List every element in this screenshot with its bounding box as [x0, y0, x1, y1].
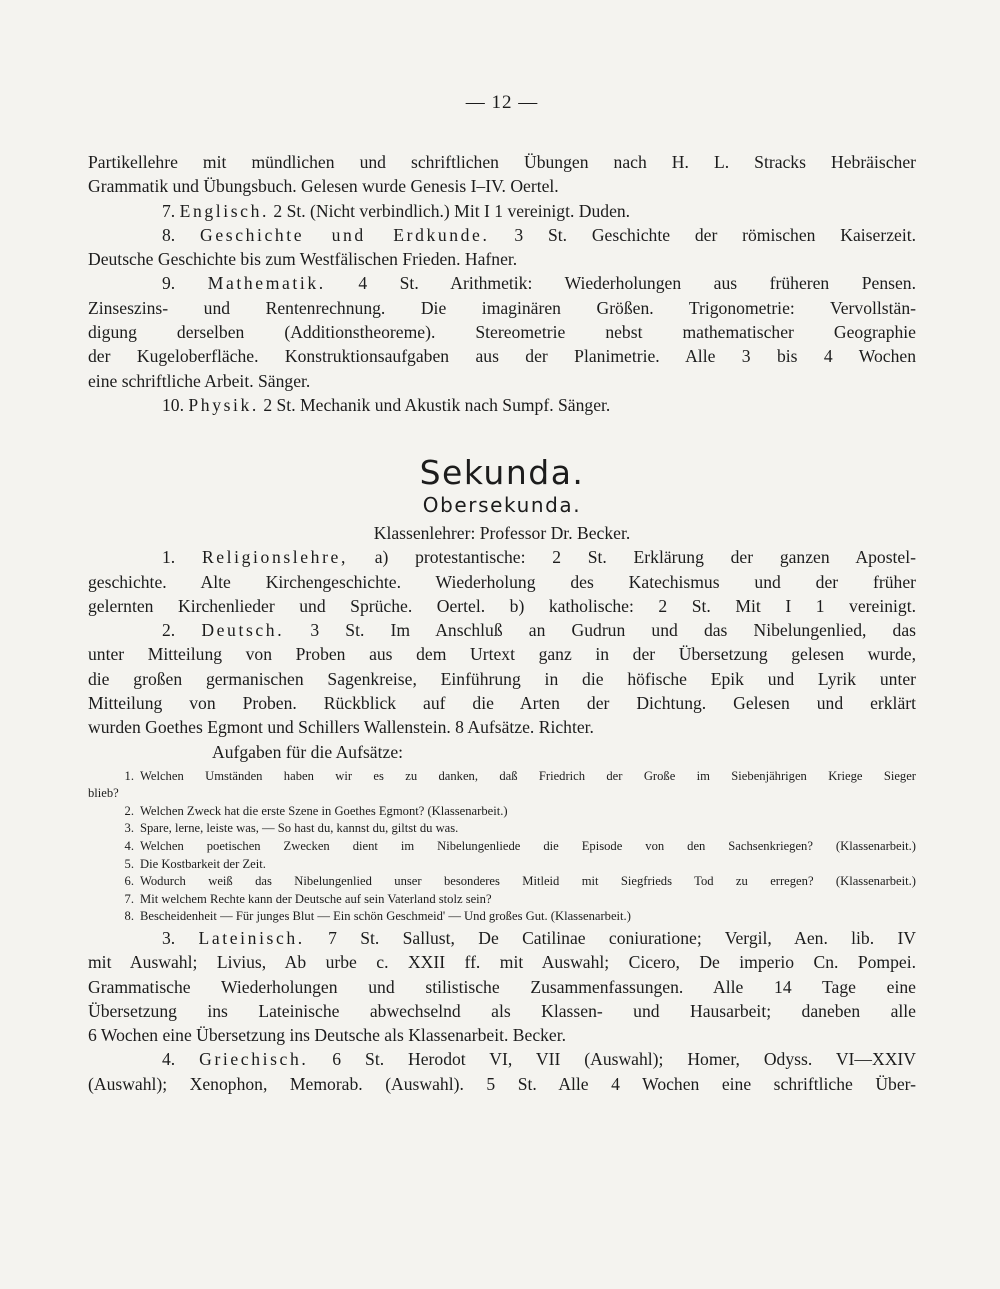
text-line: Grammatik und Übungsbuch. Gelesen wurde Genesis I–IV. Oertel. — [88, 176, 559, 197]
subject-religionslehre — [88, 545, 916, 618]
subject-name: Englisch. — [179, 200, 269, 221]
essay-topic-list — [88, 768, 916, 926]
list-item — [88, 803, 916, 821]
text-line — [88, 618, 916, 642]
item-number: 3. — [162, 927, 176, 948]
item-text: 3 St. Im Anschluß an Gudrun und das Nibelungenlied, das — [310, 620, 916, 641]
text-line: Grammatische Wiederholungen und stilistische Zusammenfassungen. Alle 14 Tage eine — [88, 976, 916, 997]
list-item — [88, 820, 916, 838]
item-text: a) protestantische: 2 St. Erklärung der ganzen Apostel- — [374, 547, 916, 568]
text-line: Deutsche Geschichte bis zum Westfälischen Frieden. Hafner. — [88, 249, 518, 270]
subject-name: Religionslehre, — [201, 547, 348, 568]
item-number: 4. — [162, 1049, 176, 1070]
text-line: geschichte. Alte Kirchengeschichte. Wiederholung des Katechismus und der früher — [88, 571, 916, 592]
subject-name: Geschichte und Erdkunde. — [200, 224, 490, 245]
item-number: 8. — [162, 224, 176, 245]
list-item — [88, 873, 916, 891]
topic-text: Spare, lerne, leiste was, — So hast du, kannst du, giltst du was. — [140, 821, 459, 836]
topic-text: Welchen Umständen haben wir es zu danken, daß Friedrich der Große im Siebenjährigen Kriege Sieger — [140, 768, 916, 783]
text-line — [88, 393, 916, 417]
list-item — [88, 768, 916, 786]
topic-number: 5. — [124, 856, 134, 871]
topic-text: Wodurch weiß das Nibelungenlied unser besonderes Mitleid mit Siegfrieds Tod zu erregen? (Klassenarbeit.) — [140, 874, 916, 889]
subject-mathematik — [88, 271, 916, 392]
subject-name: Deutsch. — [201, 620, 285, 641]
text-line: die großen germanischen Sagenkreise, Einführung in die höfische Epik und Lyrik unter — [88, 668, 916, 689]
item-text: 4 St. Arithmetik: Wiederholungen aus früheren Pensen. — [358, 273, 917, 294]
subject-deutsch — [88, 618, 916, 739]
subject-physik — [88, 393, 916, 417]
topic-text: Mit welchem Rechte kann der Deutsche auf sein Vaterland stolz sein? — [140, 891, 492, 906]
subject-griechisch — [88, 1047, 916, 1096]
document-page — [88, 92, 916, 1096]
item-text: 2 St. Mechanik und Akustik nach Sumpf. Sänger. — [263, 394, 611, 415]
item-number: 7. — [162, 200, 176, 221]
topic-number: 1. — [124, 768, 134, 783]
text-line: wurden Goethes Egmont und Schillers Wallenstein. 8 Aufsätze. Richter. — [88, 717, 594, 738]
item-text: 2 St. (Nicht verbindlich.) Mit I 1 vereinigt. Duden. — [273, 200, 631, 221]
page-number: — 12 — — [465, 92, 539, 113]
topic-text: Welchen Zweck hat die erste Szene in Goethes Egmont? (Klassenarbeit.) — [140, 803, 508, 818]
list-item — [88, 838, 916, 856]
text-line: Zinseszins- und Rentenrechnung. Die imaginären Größen. Trigonometrie: Vervollstän- — [88, 297, 916, 318]
subject-englisch — [88, 199, 916, 223]
text-line: Partikellehre mit mündlichen und schriftlichen Übungen nach H. L. Stracks Hebräischer — [88, 152, 916, 172]
subject-name: Griechisch. — [199, 1049, 309, 1070]
subject-geschichte — [88, 223, 916, 272]
topic-number: 3. — [124, 821, 134, 836]
topic-text: Welchen poetischen Zwecken dient im Nibelungenliede die Episode von den Sachsenkriegen? (Klassenarbeit.) — [140, 839, 916, 854]
subject-name: Lateinisch. — [198, 927, 305, 948]
topic-number: 8. — [124, 909, 134, 924]
text-line: eine schriftliche Arbeit. Sänger. — [88, 370, 311, 391]
list-item — [88, 856, 916, 874]
text-line: (Auswahl); Xenophon, Memorab. (Auswahl). 5 St. Alle 4 Wochen eine schriftliche Über- — [88, 1073, 916, 1094]
text-line — [88, 545, 916, 569]
topic-number: 7. — [124, 891, 134, 906]
item-number: 9. — [162, 273, 176, 294]
text-line — [88, 223, 916, 247]
subject-name: Physik. — [188, 394, 259, 415]
item-text: 3 St. Geschichte der römischen Kaiserzeit. — [514, 224, 916, 245]
item-number: 2. — [162, 620, 176, 641]
text-line: Übersetzung ins Lateinische abwechselnd als Klassen- und Hausarbeit; daneben alle — [88, 1000, 916, 1021]
item-text: 6 St. Herodot VI, VII (Auswahl); Homer, Odyss. VI—XXIV — [332, 1049, 916, 1070]
subject-lateinisch — [88, 926, 916, 1047]
list-item — [88, 908, 916, 926]
essay-heading: Aufgaben für die Aufsätze: — [212, 741, 404, 762]
list-item — [88, 891, 916, 909]
topic-text: Bescheidenheit — Für junges Blut — Ein schön Geschmeid' — Und großes Gut. (Klassenarbeit.) — [140, 909, 631, 924]
text-line: Mitteilung von Proben. Rückblick auf die Arten der Dichtung. Gelesen und erklärt — [88, 693, 916, 714]
text-line — [88, 199, 916, 223]
subsection-title: Obersekunda. — [422, 493, 582, 518]
section-title: Sekunda. — [419, 453, 585, 493]
text-line: gelernten Kirchenlieder und Sprüche. Oertel. b) katholische: 2 St. Mit I 1 vereinigt. — [88, 595, 916, 616]
item-number: 10. — [162, 394, 184, 415]
subject-name: Mathematik. — [207, 273, 326, 294]
topic-number: 6. — [124, 874, 134, 889]
topic-number: 4. — [124, 839, 134, 854]
text-line — [88, 271, 916, 295]
text-line: digung derselben (Additionstheoreme). Stereometrie nebst mathematischer Geographie — [88, 322, 916, 343]
topic-number: 2. — [124, 803, 134, 818]
text-line — [88, 1047, 916, 1071]
item-text: 7 St. Sallust, De Catilinae coniuratione; Vergil, Aen. lib. IV — [328, 927, 917, 948]
text-line — [88, 926, 916, 950]
topic-text: Die Kostbarkeit der Zeit. — [140, 856, 266, 871]
text-line: der Kugeloberfläche. Konstruktionsaufgaben aus der Planimetrie. Alle 3 bis 4 Wochen — [88, 346, 916, 367]
item-number: 1. — [162, 547, 176, 568]
class-teacher: Klassenlehrer: Professor Dr. Becker. — [373, 523, 631, 544]
text-line: mit Auswahl; Livius, Ab urbe c. XXII ff. mit Auswahl; Cicero, De imperio Cn. Pompei. — [88, 952, 916, 973]
intro-paragraph — [88, 150, 916, 199]
topic-text-continued: blieb? — [88, 786, 119, 801]
text-line: 6 Wochen eine Übersetzung ins Deutsche als Klassenarbeit. Becker. — [88, 1025, 567, 1046]
text-line: unter Mitteilung von Proben aus dem Urtext ganz in der Übersetzung gelesen wurde, — [88, 644, 916, 665]
